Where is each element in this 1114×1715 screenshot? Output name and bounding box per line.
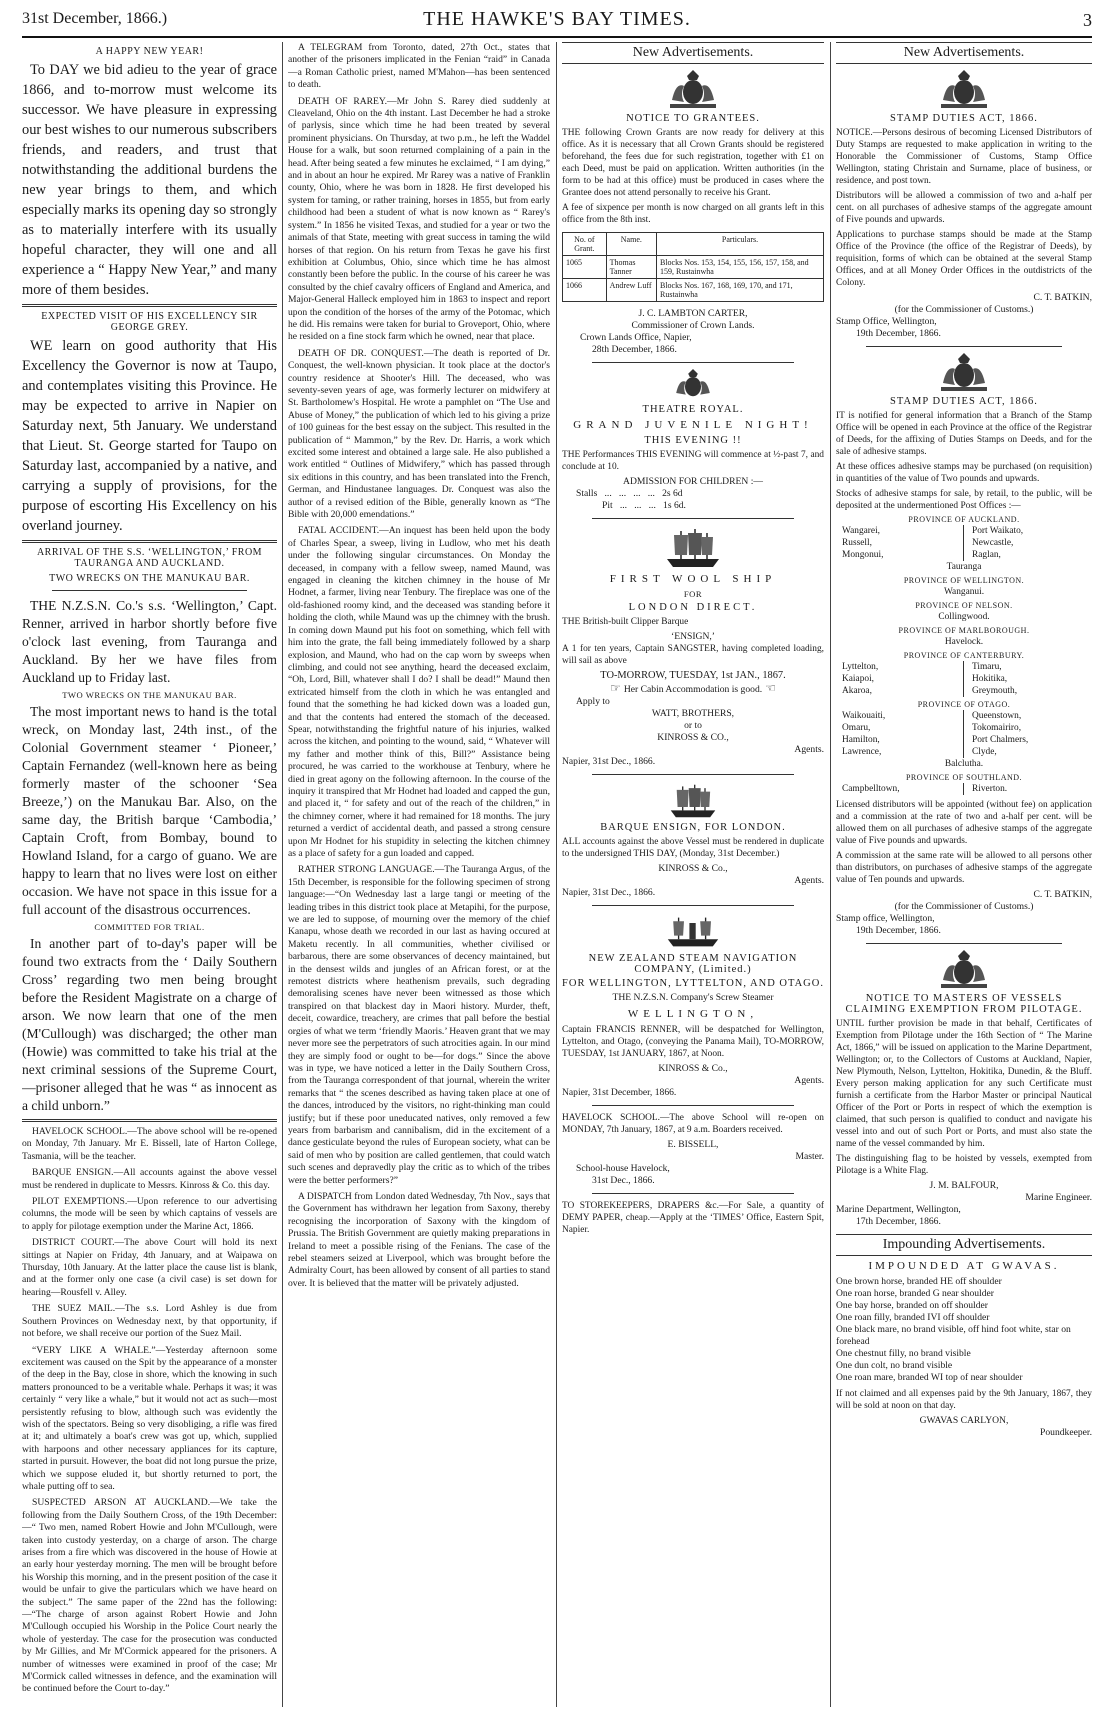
stamp-text: At these offices adhesive stamps may be purchased (on requisition) in quantities of the value of Two pounds and upwards.: [836, 462, 1092, 484]
province-name: PROVINCE OF WELLINGTON.: [903, 576, 1025, 585]
impound-line: One brown horse, branded HE off shoulder: [836, 1276, 1002, 1287]
town: Queenstown,: [972, 711, 1022, 721]
divider: [592, 1105, 794, 1106]
wool-date-line: TO-MORROW, TUESDAY, 1st JAN., 1867.: [600, 670, 786, 681]
theatre-event: GRAND JUVENILE NIGHT!: [573, 419, 813, 431]
arrival-article: THE N.Z.S.N. Co.'s s.s. ‘Wellington,’ Capt. Renner, arrived in harbor shortly before five o'clock last evening, from Tauranga and Auckland. By her we have files from Auckland up to Friday last.: [22, 598, 277, 685]
wool-agents-label: Agents.: [794, 744, 824, 755]
stamp-text: Licensed distributors will be appointed (without fee) on application and a commission at the rate of two and a-half per cent. will be allowed them on all purchases of adhesive stamps of the aggregate value of Five pounds and upwards.: [836, 800, 1092, 846]
pilot-title: NOTICE TO MASTERS OF VESSELS CLAIMING EXEMPTION FROM PILOTAGE.: [845, 993, 1083, 1015]
royal-crest-icon: [933, 353, 995, 393]
divider: [592, 518, 794, 519]
ensign-agents-label: Agents.: [794, 875, 824, 886]
table-header: No. of Grant.: [563, 233, 607, 256]
royal-crest-icon: [933, 950, 995, 990]
impounding-heading: Impounding Advertisements.: [836, 1234, 1092, 1256]
column-heading: New Advertisements.: [562, 42, 824, 64]
town: Akaroa,: [842, 685, 964, 697]
new-year-heading: A HAPPY NEW YEAR!: [95, 46, 204, 57]
town: Havelock.: [944, 637, 984, 647]
royal-crest-icon: [668, 369, 718, 401]
wool-agents1: WATT, BROTHERS,: [651, 708, 735, 719]
steamer-icon: [663, 914, 723, 950]
pointing-hand-icon: ☜: [765, 681, 776, 695]
visit-heading: EXPECTED VISIT OF HIS EXCELLENCY SIR GEORGE GREY.: [41, 311, 258, 333]
wool-ship: ‘ENSIGN,’: [671, 631, 715, 642]
news-item: FATAL ACCIDENT.—An inquest has been held upon the body of Charles Spear, a sweep, living in Ludlow, who met his death under the following singular circumstances. On Monday the deceased, in company with a fellow sweep, named Maund, was engaged in cleaning the kitchen chimney in the house of Mr Hodnet, a farmer, living near Tenbury. The fireplace was one of the old-fashioned roomy kind, and the deceased was standing before it holding the cloth, while Maund was up the chimney with the brush. In coming down Maund put his foot on something, which fell with him into the grate, the fall being immediately followed by a sharp explosion, and Maund, who had on the cap worn by sweeps when climbing, and could not see anything, heard the deceased exclaim, “Oh, Lord, Bill, whatever shall I do? I shall be dead!” Maund then extricated himself from the cloth in which he was entangled and found that the something he had kicked down was a loaded gun, and that the contents had entered the stomach of the deceased. Spear, notwithstanding the frightful nature of his injuries, walked across the kitchen, and pointing to the wound, said, “ Whatever will my father and mother think of this, Bill?” Assistance being procured, he was carried to the workhouse at Tenbury, where he died in great agony on the following afternoon. In the course of the inquiry it transpired that Mr Hodnet had loaded and capped the gun, and placed it, “ for safety and out of the reach of the children,” in the chimney corner, where it had remained for 18 months. The jury returned a verdict of accidental death, and passed a strong censure upon Mr Hodnet for his stupidity in selecting the kitchen chimney as a place of safety for a gun loaded and capped.: [288, 525, 550, 859]
divider: [52, 590, 247, 591]
town: Port Chalmers,: [972, 735, 1029, 745]
nzsn-agents: KINROSS & Co.,: [658, 1063, 728, 1074]
impound-line: One roan mare, branded WI top of near shoulder: [836, 1372, 1023, 1383]
office: Marine Department, Wellington,: [836, 1204, 961, 1215]
stamp-text: A commission at the same rate will be allowed to all persons other than distributors, on purchases of adhesive stamps of the aggregate value of Ten pounds and upwards.: [836, 851, 1092, 885]
nzsn-route: FOR WELLINGTON, LYTTELTON, AND OTAGO.: [562, 978, 824, 989]
signatory-title: (for the Commissioner of Customs.): [894, 901, 1034, 912]
school-text: HAVELOCK SCHOOL.—The above School will re-open on MONDAY, 7th January, 1867, at 9 a.m. Boarders received.: [562, 1113, 824, 1135]
province-name: PROVINCE OF AUCKLAND.: [908, 515, 1020, 524]
theatre-pit: Pit ... ... ... 1s 6d.: [602, 500, 686, 511]
town: Tokomairiro,: [972, 723, 1022, 733]
trial-subhead: COMMITTED FOR TRIAL.: [94, 922, 205, 932]
grantees-title: NOTICE TO GRANTEES.: [626, 113, 760, 124]
stamp-title: STAMP DUTIES ACT, 1866.: [890, 396, 1038, 407]
new-year-article: To DAY we bid adieu to the year of grace 1866, and to-morrow must welcome its successor. We have pleasure in expressing our best wishes to our numerous subscribers friends, and readers, and trust that notwithstanding the additional burdens the new year brings to them, and which especially marks its opening day so strongly as to materially interfere with its usually hopeful character, they will one and all experience a “ Happy New Year,” and many more of them besides.: [22, 62, 277, 298]
school-name: E. BISSELL,: [667, 1139, 719, 1150]
wrecks-heading: TWO WRECKS ON THE MANUKAU BAR.: [49, 573, 250, 584]
province-name: PROVINCE OF OTAGO.: [917, 700, 1011, 709]
town: Timaru,: [972, 662, 1002, 672]
town-list: [836, 783, 1092, 795]
divider: [592, 362, 794, 363]
impound-line: One roan horse, branded G near shoulder: [836, 1288, 994, 1299]
signatory-title: (for the Commissioner of Customs.): [894, 304, 1034, 315]
date: 28th December, 1866.: [592, 344, 677, 355]
town: Lawrence,: [842, 746, 964, 758]
royal-crest-icon: [662, 70, 724, 110]
impound-line: One black mare, no brand visible, off hind foot white, star on forehead: [836, 1324, 1071, 1347]
divider: [22, 304, 277, 307]
divider: [22, 1119, 277, 1122]
signatory: GWAVAS CARLYON,: [919, 1415, 1009, 1426]
date: 17th December, 1866.: [856, 1216, 941, 1227]
theatre-admission: ADMISSION FOR CHILDREN :—: [623, 476, 763, 487]
town: Hokitika,: [972, 674, 1008, 684]
arrival-heading: ARRIVAL OF THE S.S. ‘WELLINGTON,’ FROM TAURANGA AND AUCKLAND.: [36, 547, 263, 569]
theatre-stalls: Stalls ... ... ... ... 2s 6d: [576, 488, 683, 499]
news-item: A DISPATCH from London dated Wednesday, 7th Nov., says that the Government has withdrawn her legation from Saxony, thereby recognising the incorporation of Saxony with the kingdom of Prussia. The British Government are quietly making preparations in Ireland to meet a possible rising of the Fenians. The case of the rebel steamers seized at Liverpool, which was brought before the Admiralty Court, has been allowed by consent of all parties to stand over. It is believed that the matter will be privately adjusted.: [288, 1190, 550, 1289]
impound-line: One roan filly, branded IVI off shoulder: [836, 1312, 990, 1323]
signatory: J. M. BALFOUR,: [929, 1180, 999, 1191]
town: Newcastle,: [972, 538, 1014, 548]
issue-date: 31st December, 1866.): [22, 10, 168, 27]
news-item: “VERY LIKE A WHALE.”—Yesterday afternoon some excitement was caused on the Spit by the appearance of a monster of the deep in the Bay, close in shore, which the knowing in such matters pronounced to be a veritable whale. Perhaps it was; it was certainly “ very like a whale,” but it would not act as such—most persistently refusing to blow, although such was evidently the wish of the spectators. Being so very disobliging, a rifle was fired at it; and ultimately a boat's crew was got up, which, supplied with harpoons and other necessary appliances for its capture, started in pursuit. However, the boat did not long pursue the prize, which we suppose eluded it, but shortly returned to port, the whale putting off to sea.: [22, 1344, 277, 1492]
divider: [866, 943, 1062, 944]
town: Mongonui,: [842, 549, 964, 561]
town-list: [836, 661, 1092, 697]
impound-title: IMPOUNDED AT GWAVAS.: [868, 1260, 1060, 1272]
cabin-text: Her Cabin Accommodation is good.: [623, 684, 763, 695]
signatory: C. T. BATKIN,: [1033, 889, 1092, 900]
wrecks-article: The most important news to hand is the total wreck, on Monday last, 24th inst., of the Colonial Government steamer ‘ Pioneer,’ Captain Fernandez (well-known here as being formerly master of the schooner ‘Sea Breeze,’) on the Manukau Bar. Also, on the same day, the British barque ‘Cambodia,’ Captain Croft, from Bombay, bound to Howland Island, for a cargo of guano. We are happy to learn that no lives were lost on either occasion. We have not space in this issue for a full account of the disastrous occurrences.: [22, 704, 277, 917]
ensign-date: Napier, 31st Dec., 1866.: [562, 887, 656, 898]
town: Tauranga: [946, 562, 982, 572]
table-row: [563, 279, 824, 302]
town: Collingwood.: [938, 612, 990, 622]
page-header: [22, 6, 1092, 38]
trial-article: In another part of to-day's paper will be found two extracts from the ‘ Daily Southern Cross’ regarding two men being brought before the Resident Magistrate on a charge of arson. We now learn that one of the men (M'Cullough) was discharged; the other man (Howie) was committed to take his trial at the next criminal sessions of the Supreme Court,—prisoner alleged that he was “ as innocent as a child unborn.”: [22, 936, 277, 1113]
impound-text: If not claimed and all expenses paid by the 9th January, 1867, they will be sold at noon on that day.: [836, 1389, 1092, 1411]
grant-name: Thomas Tanner: [606, 256, 656, 279]
column-heading: New Advertisements.: [836, 42, 1092, 64]
town: Raglan,: [972, 550, 1001, 560]
town: Kaiapoi,: [842, 673, 964, 685]
town: Clyde,: [972, 747, 997, 757]
nzsn-title: NEW ZEALAND STEAM NAVIGATION COMPANY, (Limited.): [588, 953, 798, 975]
page-number: 3: [1083, 10, 1092, 30]
grant-number: 1066: [563, 279, 607, 302]
wool-apply: Apply to: [576, 696, 610, 707]
wool-destination: LONDON DIRECT.: [628, 602, 758, 613]
grantees-text: THE following Crown Grants are now ready for delivery at this office. As it is necessary that all Crown Grants should be registered beforehand, the fees due for such registration, together with £1 on each Deed, must be paid on application. Written authorities (in the form to be had at this office) must be produced in cases where the Grantee does not attend personally to receive his Grant.: [562, 128, 824, 198]
wool-date: Napier, 31st Dec., 1866.: [562, 756, 656, 767]
town: Hamilton,: [842, 734, 964, 746]
table-header: Name.: [606, 233, 656, 256]
news-item: A TELEGRAM from Toronto, dated, 27th Oct., states that another of the prisoners implicated in the Fenian “raid” in Canada—a Roman Catholic priest, named M'Mahon—has been sentenced to death.: [288, 42, 550, 91]
wool-cabin: [562, 682, 824, 696]
ensign-title: BARQUE ENSIGN, FOR LONDON.: [600, 822, 786, 833]
wool-title: FIRST WOOL SHIP: [609, 573, 777, 585]
news-item: RATHER STRONG LANGUAGE.—The Tauranga Argus, of the 15th December, is responsible for the following specimen of strong language:—“On Wednesday last a large tangi or meeting of the leading tribes in this district took place at Metapihi, for the purpose, we are led to suppose, of mourning over the memory of the chief Kanapu, whose death we recorded in our last as having occured at Maketu recently. In all communities, whether civilised or barbarous, there are some observances of decency maintained, but in the densest wilds and jungles of an African forest, or at the remotest districts where heathenism prevails, such degrading demoralising scenes have never been witnessed as those which transpired on that blackest day in Maori history. Murder, theft, deceit, cowardice, treachery, are crimes that pall before the bestial orgies of what we term ‘friendly Maoris.’ Heaven grant that we may never more see the perpetrators of such atrocities again. In our mind they are simply food or ought to be—for dogs.” Since the above was in type, we have noticed a letter in the Daily Southern Cross, from the Tauranga correspondent of that journal, wherein the writer remarks that “ the scenes described as having taken place at one of the dances, introduced by the visitors, no right-thinking man could justify; but if these poor uneducated natives, only removed a few years from barbarism and cannibalism, did in the excitement of a dance gesticulate beyond the rules of European society, what can be said of men who by position are called gentlemen, that could watch such scenes and depravedly play the critic as to which of the tribes were the better performers?”: [288, 864, 550, 1186]
ensign-agents: KINROSS & Co.,: [658, 863, 728, 874]
wool-or: or to: [684, 720, 702, 731]
school-title: Master.: [795, 1151, 824, 1162]
nzsn-steamer: THE N.Z.S.N. Company's Screw Steamer: [612, 992, 774, 1003]
date: 19th December, 1866.: [856, 925, 941, 936]
grants-table: [562, 232, 824, 302]
theatre-when: THIS EVENING !!: [644, 435, 742, 446]
town: Greymouth,: [972, 686, 1018, 696]
divider: [592, 905, 794, 906]
impound-line: One chestnut filly, no brand visible: [836, 1348, 971, 1359]
town: Wangarei,: [842, 525, 964, 537]
stamp-title: STAMP DUTIES ACT, 1866.: [890, 113, 1038, 124]
impound-line: One bay horse, branded on off shoulder: [836, 1300, 988, 1311]
theatre-text: THE Performances THIS EVENING will commence at ½-past 7, and conclude at 10.: [562, 450, 824, 472]
ensign-text: ALL accounts against the above Vessel must be rendered in duplicate to the undersigned THIS DAY, (Monday, 31st December.): [562, 837, 824, 859]
visit-article: WE learn on good authority that His Excellency the Governor is now at Taupo, and contemplates visiting this Province. He may be expected to arrive in Napier on Saturday next, 5th January. We understand that Lieut. St. George started for Taupo on Saturday last, accompanied by a native, and carrying a supply of provisions, for the purpose of escorting His Excellency on his overland journey.: [22, 338, 277, 534]
town: Lyttelton,: [842, 661, 964, 673]
stamp-text: Distributors will be allowed a commission of two and a-half per cent. on all purchases of adhesive stamps of the aggregate amount of Five pounds and upwards.: [836, 191, 1092, 225]
stamp-text: IT is notified for general information that a Branch of the Stamp Office will be opened in each Province at the office of the Registrar of Deeds, for the affixing of Duties Stamps on Deeds, and for the sale of adhesive stamps.: [836, 411, 1092, 457]
town-list: [836, 525, 1092, 561]
column-4: [836, 42, 1092, 1707]
wool-text: THE British-built Clipper Barque: [562, 617, 689, 627]
newspaper-title: THE HAWKE'S BAY TIMES.: [423, 8, 691, 30]
divider: [592, 1193, 794, 1194]
column-2: [288, 42, 550, 1707]
divider: [592, 774, 794, 775]
stamp-text: Applications to purchase stamps should be made at the Stamp Office of the Province (the office of the Registrar of Deeds), by requisition, forms of which can be obtained at the several Stamp Offices, and at all Money Order Offices in the outdistricts of the Colony.: [836, 230, 1092, 288]
school-house: School-house Havelock,: [576, 1163, 670, 1174]
wool-agents2: KINROSS & CO.,: [657, 732, 729, 743]
news-item: BARQUE ENSIGN.—All accounts against the above vessel must be rendered in duplicate to Messrs. Kinross & Co. this day.: [22, 1167, 277, 1191]
town: Campbelltown,: [842, 783, 964, 795]
stamp-text: NOTICE.—Persons desirous of becoming Licensed Distributors of Duty Stamps are requested to make application in writing to the Honorable the Commissioner of Customs, Stamp Office Wellington, stating Christain and Surname, place of business, or residence, and post town.: [836, 128, 1092, 186]
theatre-title: THEATRE ROYAL.: [642, 404, 744, 415]
town: Balclutha.: [944, 759, 984, 769]
grant-particulars: Blocks Nos. 167, 168, 169, 170, and 171, Rustainwha: [657, 279, 824, 302]
town: Port Waikato,: [972, 526, 1024, 536]
province-name: PROVINCE OF SOUTHLAND.: [905, 773, 1023, 782]
divider: [866, 346, 1062, 347]
news-item: SUSPECTED ARSON AT AUCKLAND.—We take the following from the Daily Southern Cross, of the 19th December:—“ Two men, named Robert Howie and John M'Cullough, were taken into custody yesterday, on a charge of arson. The charge arises from a fire which was discovered in the house of Howie at an early hour yesterday morning. The men will be brought before his Worship this morning, and in the present position of the case it would be unfair to give the particulars which we have heard on the subject.” The same paper of the 22nd has the following:—“The charge of arson against Robert Howie and John M'Cullough occupied his Worship in the Police Court nearly the whole of yesterday. The case for the prosecution was conducted by Mr Gillies, and Mr M'Cormick appeared for the prisoners. A number of witnesses were examined in proof of the case; Mr M'Cormick called witnesses in defence, and the examination will be continued before the Court to-day.”: [22, 1497, 277, 1695]
signatory: C. T. BATKIN,: [1033, 292, 1092, 303]
column-rule: [556, 42, 557, 1707]
news-item: THE SUEZ MAIL.—The s.s. Lord Ashley is due from Southern Provinces on Wednesday next, by that opportunity, if not before, we shall receive our portion of the Suez Mail.: [22, 1303, 277, 1340]
royal-crest-icon: [933, 70, 995, 110]
signatory-title: Marine Engineer.: [1025, 1192, 1092, 1203]
news-item: PILOT EXEMPTIONS.—Upon reference to our advertising columns, the mode will be seen by which captains of vessels are to apply for pilotage exemption under the Marine Act, 1866.: [22, 1196, 277, 1232]
sailing-ship-icon: [661, 527, 725, 569]
town: Omaru,: [842, 722, 964, 734]
table-header: Particulars.: [657, 233, 824, 256]
news-item: DEATH OF DR. CONQUEST.—The death is reported of Dr. Conquest, the well-known physician. It took place at the doctor's country residence at Shooter's Hill. The deceased, who was seventy-seven years of age, was formerly lecturer on midwifery at St. Bartholomew's Hospital. He wrote a pamphlet on “The Use and Abuse of Money,” the publication of which led to his giving a prize of 100 guineas for the best essay on the subject. This resulted in the publication of “ Mammon,” by the Rev. Dr. Harris, a work which excited some interest and obtained a large sale. He also published a work entitled “ Outlines of Midwifery,” which has passed through six editions in this country, and has been translated into the French, German, and Hindustanee languages. Dr. Conquest was also the author of a revised edition of the Bible, generally known as “The Bible with 20,000 emendations.”: [288, 347, 550, 521]
divider: [22, 540, 277, 543]
column-rule: [830, 42, 831, 1707]
office: Stamp office, Wellington,: [836, 913, 935, 924]
stamp-text: Stocks of adhesive stamps for sale, by retail, to the public, will be deposited at the undermentioned Post Offices :—: [836, 489, 1092, 511]
storekeepers-text: TO STOREKEEPERS, DRAPERS &c.—For Sale, a quantity of DEMY PAPER, cheap.—Apply at the ‘TIMES’ Office, Eastern Spit, Napier.: [562, 1201, 824, 1235]
pointing-hand-icon: ☞: [610, 681, 621, 695]
signatory-title: Poundkeeper.: [1040, 1427, 1092, 1438]
province-name: PROVINCE OF NELSON.: [915, 601, 1013, 610]
town: Riverton.: [972, 784, 1008, 794]
news-item: HAVELOCK SCHOOL.—The above school will be re-opened on Monday, 7th January. Mr E. Bissell, late of Harton College, Tasmania, will be the teacher.: [22, 1126, 277, 1162]
pilot-text: UNTIL further provision be made in that behalf, Certificates of Exemption from Pilotage under the 16th Section of “ The Marine Act, 1866,” will be issued on application to the Marine Department, Wellington; or, to the Collectors of Customs at Auckland, Napier, New Plymouth, Nelson, Lyttelton, Hokitika, Dunedin, & the Bluff. Every person making application for any such Certificate must furnish a certificate from the Harbor Master or principal Nautical Officer of the Port or Ports in respect of which the exemption is claimed, that such person is qualified to conduct and navigate his vessel into and out of such Port or Ports, and must also state the name of the vessel commanded by him.: [836, 1019, 1092, 1149]
column-rule: [282, 42, 283, 1707]
grant-name: Andrew Luff: [606, 279, 656, 302]
province-name: PROVINCE OF MARLBOROUGH.: [898, 626, 1030, 635]
table-row: [563, 256, 824, 279]
town: Wanganui.: [943, 587, 985, 597]
town-list: [836, 710, 1092, 758]
grantees-fee: A fee of sixpence per month is now charged on all grants left in this office from the 8th inst.: [562, 203, 824, 225]
wool-for: FOR: [683, 589, 703, 599]
column-3: [562, 42, 824, 1707]
town: Waikouaiti,: [842, 710, 964, 722]
signatory: J. C. LAMBTON CARTER,: [638, 308, 748, 319]
office: Crown Lands Office, Napier,: [580, 332, 692, 343]
signatory-title: Commissioner of Crown Lands.: [631, 320, 755, 331]
grant-number: 1065: [563, 256, 607, 279]
wool-text2: A 1 for ten years, Captain SANGSTER, having completed loading, will sail as above: [562, 644, 824, 666]
nzsn-agents-label: Agents.: [794, 1075, 824, 1086]
impound-line: One dun colt, no brand visible: [836, 1360, 953, 1371]
nzsn-text: Captain FRANCIS RENNER, will be despatched for Wellington, Lyttelton, and Otago, (conveying the Panama Mail), TO-MORROW, TUESDAY, 1st JANUARY, 1867, at Noon.: [562, 1025, 824, 1059]
news-item: DISTRICT COURT.—The above Court will hold its next sittings at Napier on Friday, 4th January, and at Waipawa on Thursday, 10th January. At the latter place the cause list is blank, and at the former only one case (a civil case) is set down for hearing—Rousfell v. Alley.: [22, 1237, 277, 1298]
office: Stamp Office, Wellington,: [836, 316, 937, 327]
nzsn-ship-name: WELLINGTON,: [627, 1008, 759, 1020]
sailing-ship-icon: [665, 783, 721, 819]
town: Russell,: [842, 537, 964, 549]
date: 19th December, 1866.: [856, 328, 941, 339]
school-date: 31st Dec., 1866.: [592, 1175, 655, 1186]
nzsn-date: Napier, 31st December, 1866.: [562, 1087, 677, 1098]
wrecks-subhead: TWO WRECKS ON THE MANUKAU BAR.: [62, 690, 237, 700]
grant-particulars: Blocks Nos. 153, 154, 155, 156, 157, 158, and 159, Rustainwha: [657, 256, 824, 279]
province-name: PROVINCE OF CANTERBURY.: [903, 651, 1025, 660]
news-item: DEATH OF RAREY.—Mr John S. Rarey died suddenly at Cleaveland, Ohio on the 4th instant. Last December he had a stroke of parlysis, since which time he had been treated by several prominent physicians. On Thursday, at two p.m., he left the Waddel House for a walk, but soon returned complaining of a pain in the head. After being seated a few minutes he exclaimed, “ I am dying,” and in about an hour he expired. Mr Rarey was a native of Franklin county, Ohio, where he was born in 1828. He first developed his system for taming, or rather training, horses in 1855, but from early childhood had been a student of what is now known as “ Rarey's system.” In 1856 he visited Texas, and studied for a year or two the animals of that State, meeting with great success in taming the wild horses of that region. On his return from Texas he gave his first exhibition at Columbus, Ohio, since which time he has almost constantly been before the public. In the course of his career he was consulted by the chief cavalry officers of England and America, and Major-General Halleck employed him in 1863 to inspect and report upon the condition of the horses of the army of the Potomac, which he did. His remains were taken for burial to Groveport, Ohio, where he resided on a fine stock farm which he owned, near that place.: [288, 95, 550, 343]
column-1: [22, 42, 277, 1707]
pilot-text: The distinguishing flag to be hoisted by vessels, exempted from Pilotage is a White Flag.: [836, 1154, 1092, 1176]
